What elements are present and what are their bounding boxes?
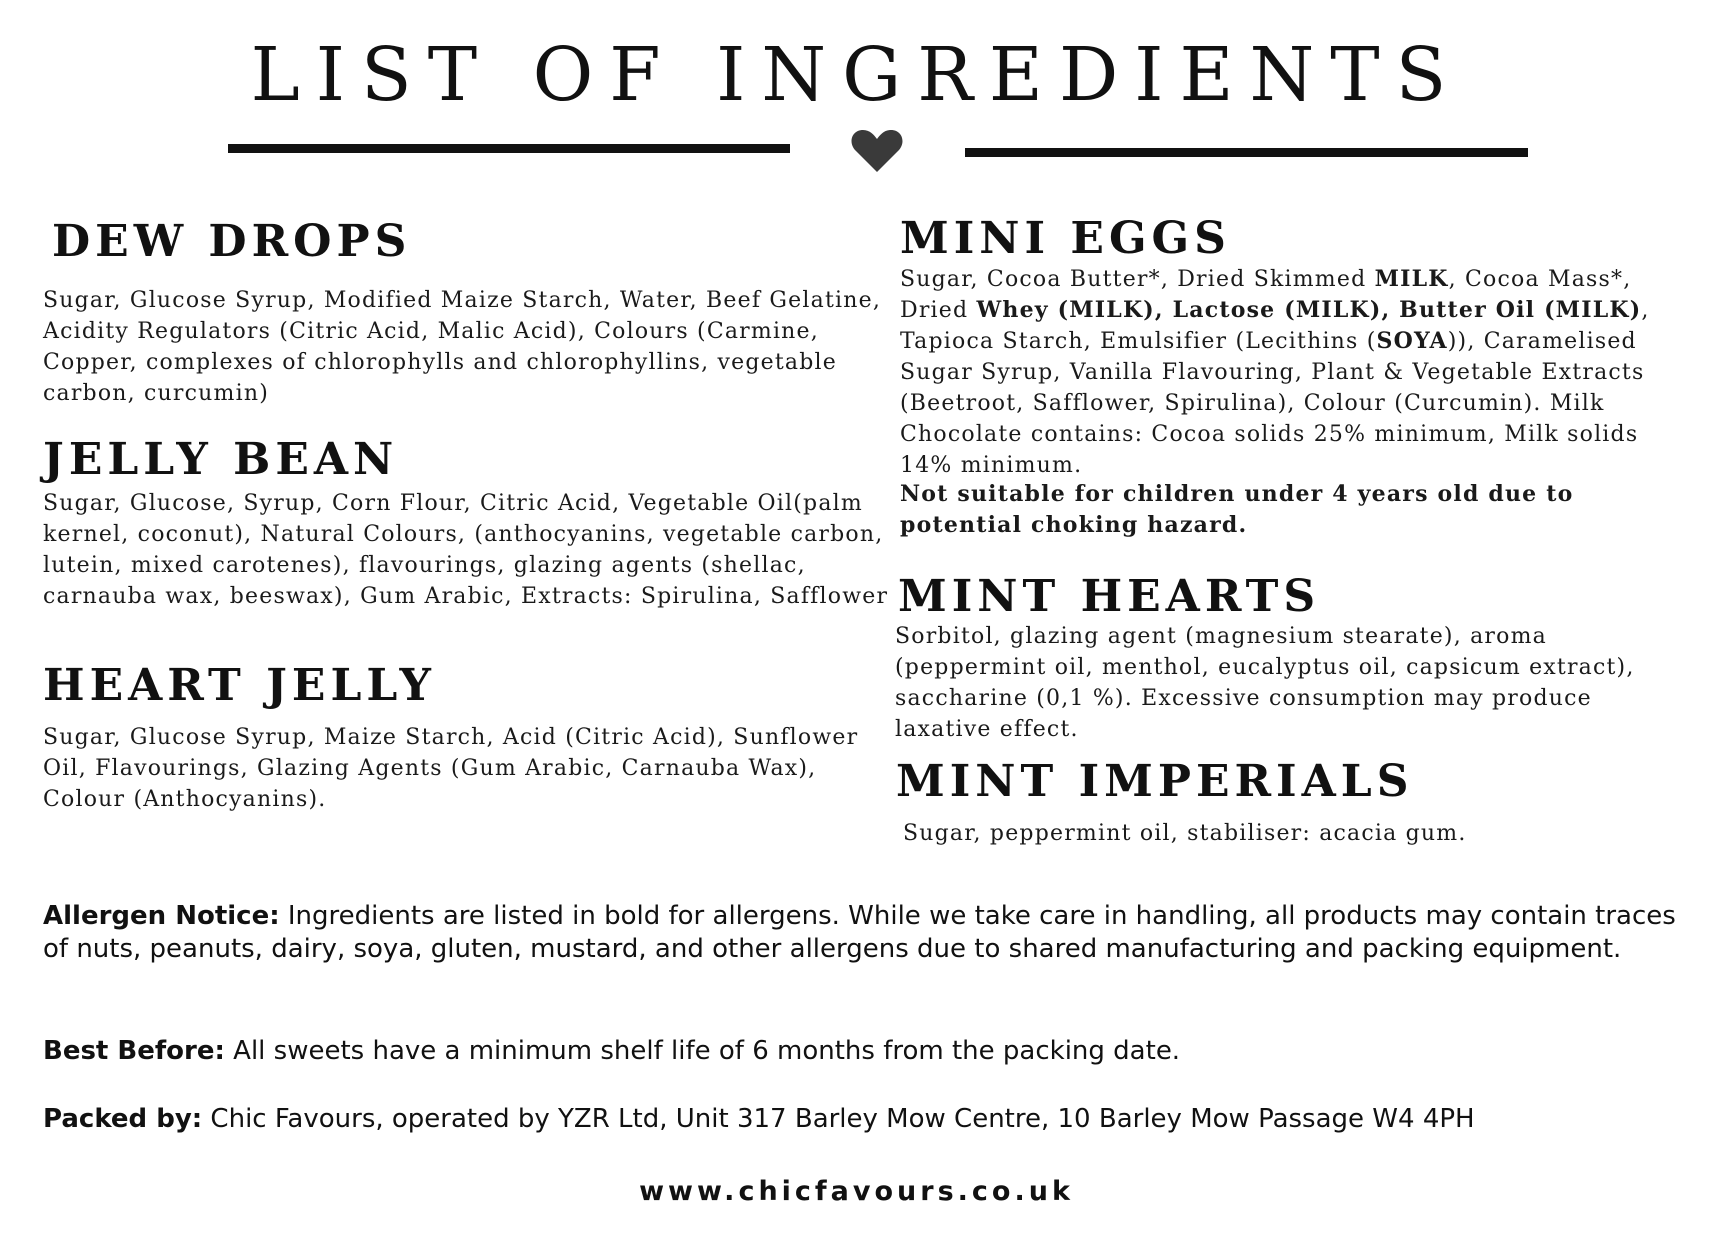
ingredients-mint-imperials: Sugar, peppermint oil, stabiliser: acacia gum. — [903, 821, 1467, 846]
best-before-notice — [43, 1035, 1693, 1068]
allergen-milk: MILK — [1374, 266, 1449, 292]
best-before-label: Best Before: — [43, 1036, 225, 1066]
ingredients-mint-hearts: Sorbitol, glazing agent (magnesium stearate), aroma (peppermint oil, menthol, eucalyptus oil, capsicum extract), saccharine (0,1 %). Excessive consumption may produce laxative effect. — [895, 624, 1635, 742]
packed-by-text: Chic Favours, operated by YZR Ltd, Unit 317 Barley Mow Centre, 10 Barley Mow Passage W4 4PH — [202, 1104, 1475, 1134]
ingredients-jelly-bean: Sugar, Glucose, Syrup, Corn Flour, Citric Acid, Vegetable Oil(palm kernel, coconut), Natural Colours, (anthocyanins, vegetable carbon, lutein, mixed carotenes), flavourings, glazing agents (shellac, carnauba wax, beeswax), Gum Arabic, Extracts: Spirulina, Safflower — [43, 491, 889, 609]
page-title: LIST OF INGREDIENTS — [250, 32, 1463, 118]
section-heading-dew-drops: DEW DROPS — [52, 216, 412, 267]
ingredient-text: , Tapioca Starch, Emulsifier (Lecithins ( — [900, 298, 1650, 354]
section-heading-mini-eggs: MINI EGGS — [900, 213, 1231, 264]
allergen-milk-derivatives: Whey (MILK), Lactose (MILK), Butter Oil (MILK) — [976, 297, 1642, 323]
packed-by-notice — [43, 1103, 1693, 1136]
section-heading-mint-imperials: MINT IMPERIALS — [896, 756, 1414, 807]
best-before-text: All sweets have a minimum shelf life of 6 months from the packing date. — [224, 1036, 1181, 1066]
section-heading-heart-jelly: HEART JELLY — [43, 660, 436, 711]
ingredient-text: , Cocoa Mass*, Dried — [900, 267, 1632, 323]
divider-line-left — [228, 144, 790, 153]
packed-by-label: Packed by: — [43, 1104, 203, 1134]
allergen-notice — [43, 900, 1693, 966]
ingredient-text: )), Caramelised Sugar Syrup, Vanilla Flavouring, Plant & Vegetable Extracts (Beetroot, Safflower, Spirulina), Colour (Curcumin). Milk Chocolate contains: Cocoa solids 25% minimum, Milk solids 14% minimum. — [900, 329, 1645, 478]
ingredients-mini-eggs — [900, 264, 1680, 481]
allergen-notice-text: Ingredients are listed in bold for allergens. While we take care in handling, all products may contain traces of nuts, peanuts, dairy, soya, gluten, mustard, and other allergens due to shared manufacturing and packing equipment. — [43, 901, 1676, 964]
website-url: www.chicfavours.co.uk — [639, 1176, 1074, 1207]
ingredients-dew-drops: Sugar, Glucose Syrup, Modified Maize Starch, Water, Beef Gelatine, Acidity Regulators (Citric Acid, Malic Acid), Colours (Carmine, Copper, complexes of chlorophylls and chlorophyllins, vegetable carbon, curcumin) — [43, 288, 882, 406]
heart-icon — [850, 128, 904, 174]
ingredient-text: Sugar, Cocoa Butter*, Dried Skimmed — [900, 267, 1375, 292]
choking-warning: Not suitable for children under 4 years old due to potential choking hazard. — [900, 481, 1574, 538]
ingredients-heart-jelly: Sugar, Glucose Syrup, Maize Starch, Acid (Citric Acid), Sunflower Oil, Flavourings, Glazing Agents (Gum Arabic, Carnauba Wax), Colour (Anthocyanins). — [43, 725, 859, 812]
section-heading-mint-hearts: MINT HEARTS — [898, 571, 1321, 622]
allergen-notice-label: Allergen Notice: — [43, 901, 280, 931]
divider-line-right — [965, 148, 1528, 157]
section-heading-jelly-bean: JELLY BEAN — [43, 434, 399, 485]
allergen-soya: SOYA — [1376, 328, 1448, 354]
